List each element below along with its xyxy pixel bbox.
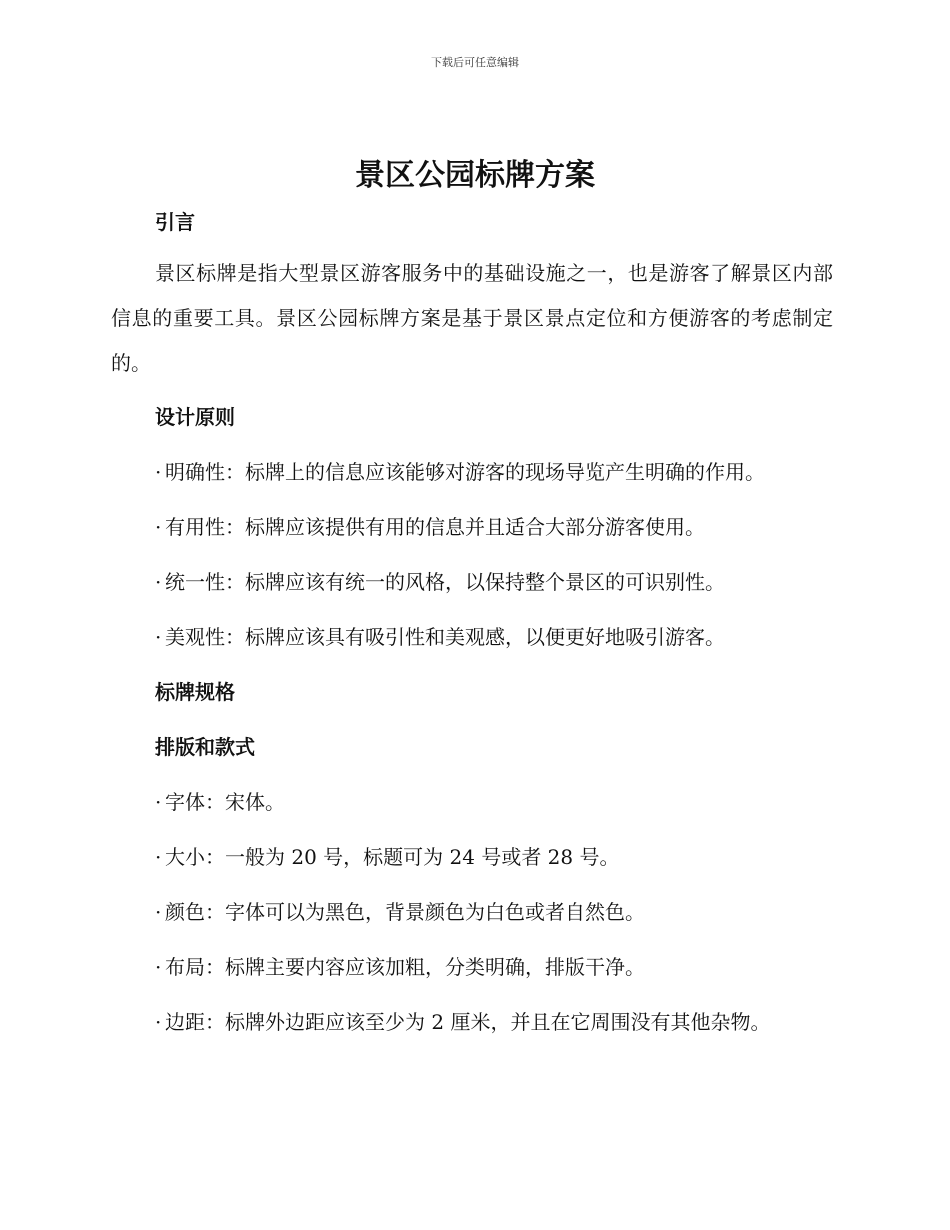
- bullet-icon: ·: [155, 515, 162, 539]
- layout-text: 字体：宋体。: [165, 790, 285, 814]
- principles-heading: 设计原则: [155, 405, 235, 429]
- layout-heading: 排版和款式: [155, 735, 255, 759]
- layout-item: [155, 896, 645, 925]
- bullet-icon: ·: [155, 460, 162, 484]
- bullet-icon: ·: [155, 570, 162, 594]
- principle-text: 统一性：标牌应该有统一的风格，以保持整个景区的可识别性。: [165, 570, 725, 594]
- layout-text: 颜色：字体可以为黑色，背景颜色为白色或者自然色。: [165, 900, 645, 924]
- principle-item: [155, 456, 765, 485]
- principle-item: [155, 621, 725, 650]
- intro-heading: 引言: [155, 210, 195, 234]
- layout-item: [155, 786, 285, 815]
- layout-item: [155, 1006, 770, 1035]
- principle-item: [155, 511, 705, 540]
- principle-text: 美观性：标牌应该具有吸引性和美观感，以便更好地吸引游客。: [165, 625, 725, 649]
- bullet-icon: ·: [155, 625, 162, 649]
- bullet-icon: ·: [155, 1010, 162, 1034]
- bullet-icon: ·: [155, 955, 162, 979]
- principle-item: [155, 566, 725, 595]
- layout-text: 大小：一般为 20 号，标题可为 24 号或者 28 号。: [165, 845, 620, 869]
- specs-heading: 标牌规格: [155, 680, 235, 704]
- layout-item: [155, 841, 620, 870]
- principle-text: 有用性：标牌应该提供有用的信息并且适合大部分游客使用。: [165, 515, 705, 539]
- header-note: 下载后可任意编辑: [431, 56, 519, 69]
- bullet-icon: ·: [155, 790, 162, 814]
- bullet-icon: ·: [155, 900, 162, 924]
- intro-paragraph: 景区标牌是指大型景区游客服务中的基础设施之一，也是游客了解景区内部信息的重要工具。景区公园标牌方案是基于景区景点定位和方便游客的考虑制定的。: [111, 261, 833, 375]
- layout-text: 布局：标牌主要内容应该加粗，分类明确，排版干净。: [165, 955, 645, 979]
- layout-item: [155, 951, 645, 980]
- document-title: 景区公园标牌方案: [355, 158, 595, 193]
- layout-text: 边距：标牌外边距应该至少为 2 厘米，并且在它周围没有其他杂物。: [165, 1010, 771, 1034]
- bullet-icon: ·: [155, 845, 162, 869]
- principle-text: 明确性：标牌上的信息应该能够对游客的现场导览产生明确的作用。: [165, 460, 765, 484]
